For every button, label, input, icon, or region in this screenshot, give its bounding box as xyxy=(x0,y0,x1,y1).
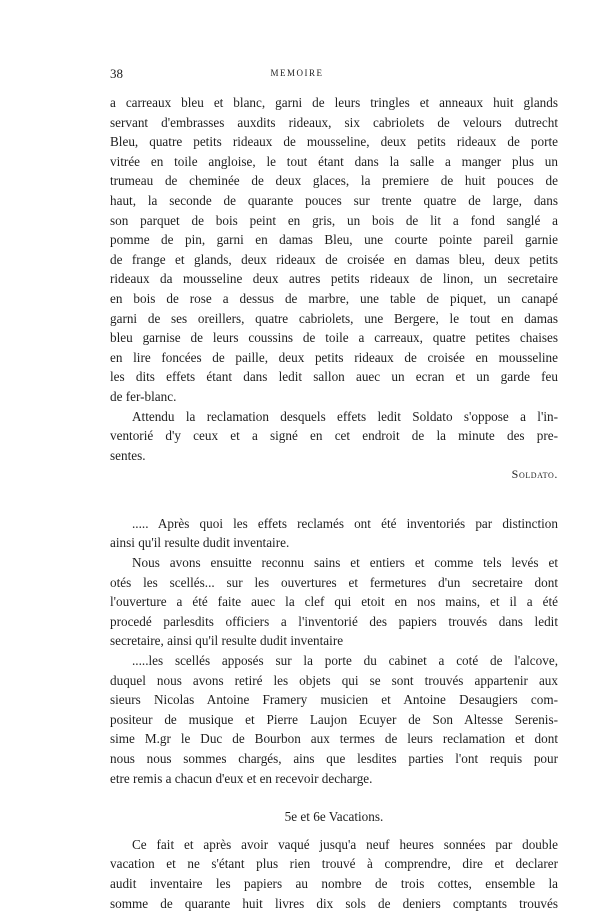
text-line: a carreaux bleu et blanc, garni de leurs tringles et anneaux huit glands xyxy=(110,95,558,110)
text-line: trumeau de cheminée de deux glaces, la premiere de huit pouces de xyxy=(110,173,558,189)
text-line: haut, la seconde de quarante pouces sur trente quatre de large, dans xyxy=(110,192,558,208)
text-line: sime M.gr le Duc de Bourbon aux termes de leurs reclamation et dont xyxy=(110,731,558,747)
signature: Soldato. xyxy=(511,467,558,482)
text-line: en lire foncées de paille, deux petits rideaux de croisée en mousseline xyxy=(110,349,558,365)
page-number: 38 xyxy=(110,66,123,81)
text-line: procedé parlesdits officiers a l'inventorié des papiers trouvés dans ledit xyxy=(110,613,558,629)
text-line: sieurs Nicolas Antoine Framery musicien et Antoine Desaugiers com- xyxy=(110,692,558,708)
page-header xyxy=(110,66,484,82)
text-line: Bleu, quatre petits rideaux de mousseline, deux petits rideaux de porte xyxy=(110,134,558,150)
text-line: otés les scellés... sur les ouvertures et fermetures d'un secretaire dont xyxy=(110,574,558,590)
paragraph-reclamation xyxy=(110,407,558,485)
paragraph-effects-inventoried xyxy=(110,514,558,553)
text-line: pomme de pin, garni en damas Bleu, une courte pointe pareil garnie xyxy=(110,232,558,248)
text-line: Attendu la reclamation desquels effets ledit Soldato s'oppose a l'in- xyxy=(132,408,558,424)
text-line: audit inventaire les papiers au nombre de trois cottes, ensemble la xyxy=(110,875,558,891)
section-heading: 5e et 6e Vacations. xyxy=(284,809,384,825)
text-line: .....les scellés apposés sur la porte du cabinet a coté de l'alcove, xyxy=(132,653,558,669)
running-title: MEMOIRE xyxy=(270,68,324,78)
text-line: son parquet de bois peint en gris, un bois de lit a fond sanglé a xyxy=(110,212,558,228)
text-line: les dits effets étant dans ledit sallon auec un ecran et un garde feu xyxy=(110,369,558,385)
text-line: en bois de rose a dessus de marbre, une table de piquet, un canapé xyxy=(110,290,558,306)
paragraph-seals-cabinet xyxy=(110,651,558,788)
paragraph-inventory-list xyxy=(110,93,558,407)
page-body xyxy=(110,93,558,913)
text-line: nous nous sommes chargés, ains que lesdites parties l'ont requis pour xyxy=(110,751,558,766)
text-line: Nous avons ensuitte reconnu sains et entiers et comme tels levés et xyxy=(132,555,558,571)
text-line: secretaire, ainsi qu'il resulte dudit inventaire xyxy=(110,633,344,649)
text-line: sentes. xyxy=(110,447,146,463)
text-line: vacation et ne s'étant plus rien trouvé à comprendre, dire et declarer xyxy=(110,856,558,872)
text-line: ..... Après quoi les effets reclamés ont été inventoriés par distinction xyxy=(132,515,558,531)
text-line: garni de ses oreillers, quatre cabriolets, une Bergere, le tout en damas xyxy=(110,310,558,326)
paragraph-seals-secretaire xyxy=(110,553,558,651)
text-line: positeur de musique et Pierre Laujon Ecuyer de Son Altesse Serenis- xyxy=(110,711,558,727)
text-line: de frange et glands, deux rideaux de croisée en damas bleu, deux petits xyxy=(110,251,558,267)
text-line: duquel nous avons retiré les objets qui se sont trouvés appartenir aux xyxy=(110,672,558,688)
text-line: Ce fait et après avoir vaqué jusqu'a neuf heures sonnées par double xyxy=(132,836,558,852)
text-line: etre remis a chacun d'eux et en recevoir decharge. xyxy=(110,770,373,786)
text-line: ainsi qu'il resulte dudit inventaire. xyxy=(110,535,290,551)
paragraph-vacation xyxy=(110,835,558,913)
text-line: rideaux da mousseline deux autres petits rideaux de linon, un secretaire xyxy=(110,271,558,287)
text-line: l'ouverture a été faite auec la clef qui etoit en nos mains, et il a été xyxy=(110,594,558,610)
text-line: vitrée en toile angloise, le tout étant dans la salle a manger plus un xyxy=(110,153,558,169)
text-line: bleu garnise de leurs coussins de toile a carreaux, quatre petites chaises xyxy=(110,330,558,346)
text-line: somme de quarante huit livres dix sols de deniers comptants trouvés xyxy=(110,895,558,911)
text-line: servant d'embrasses auxdits rideaux, six cabriolets de velours dutrecht xyxy=(110,114,558,130)
text-line: ventorié d'y ceux et a signé en cet endroit de la minute des pre- xyxy=(110,428,558,444)
text-line: de fer-blanc. xyxy=(110,388,177,404)
